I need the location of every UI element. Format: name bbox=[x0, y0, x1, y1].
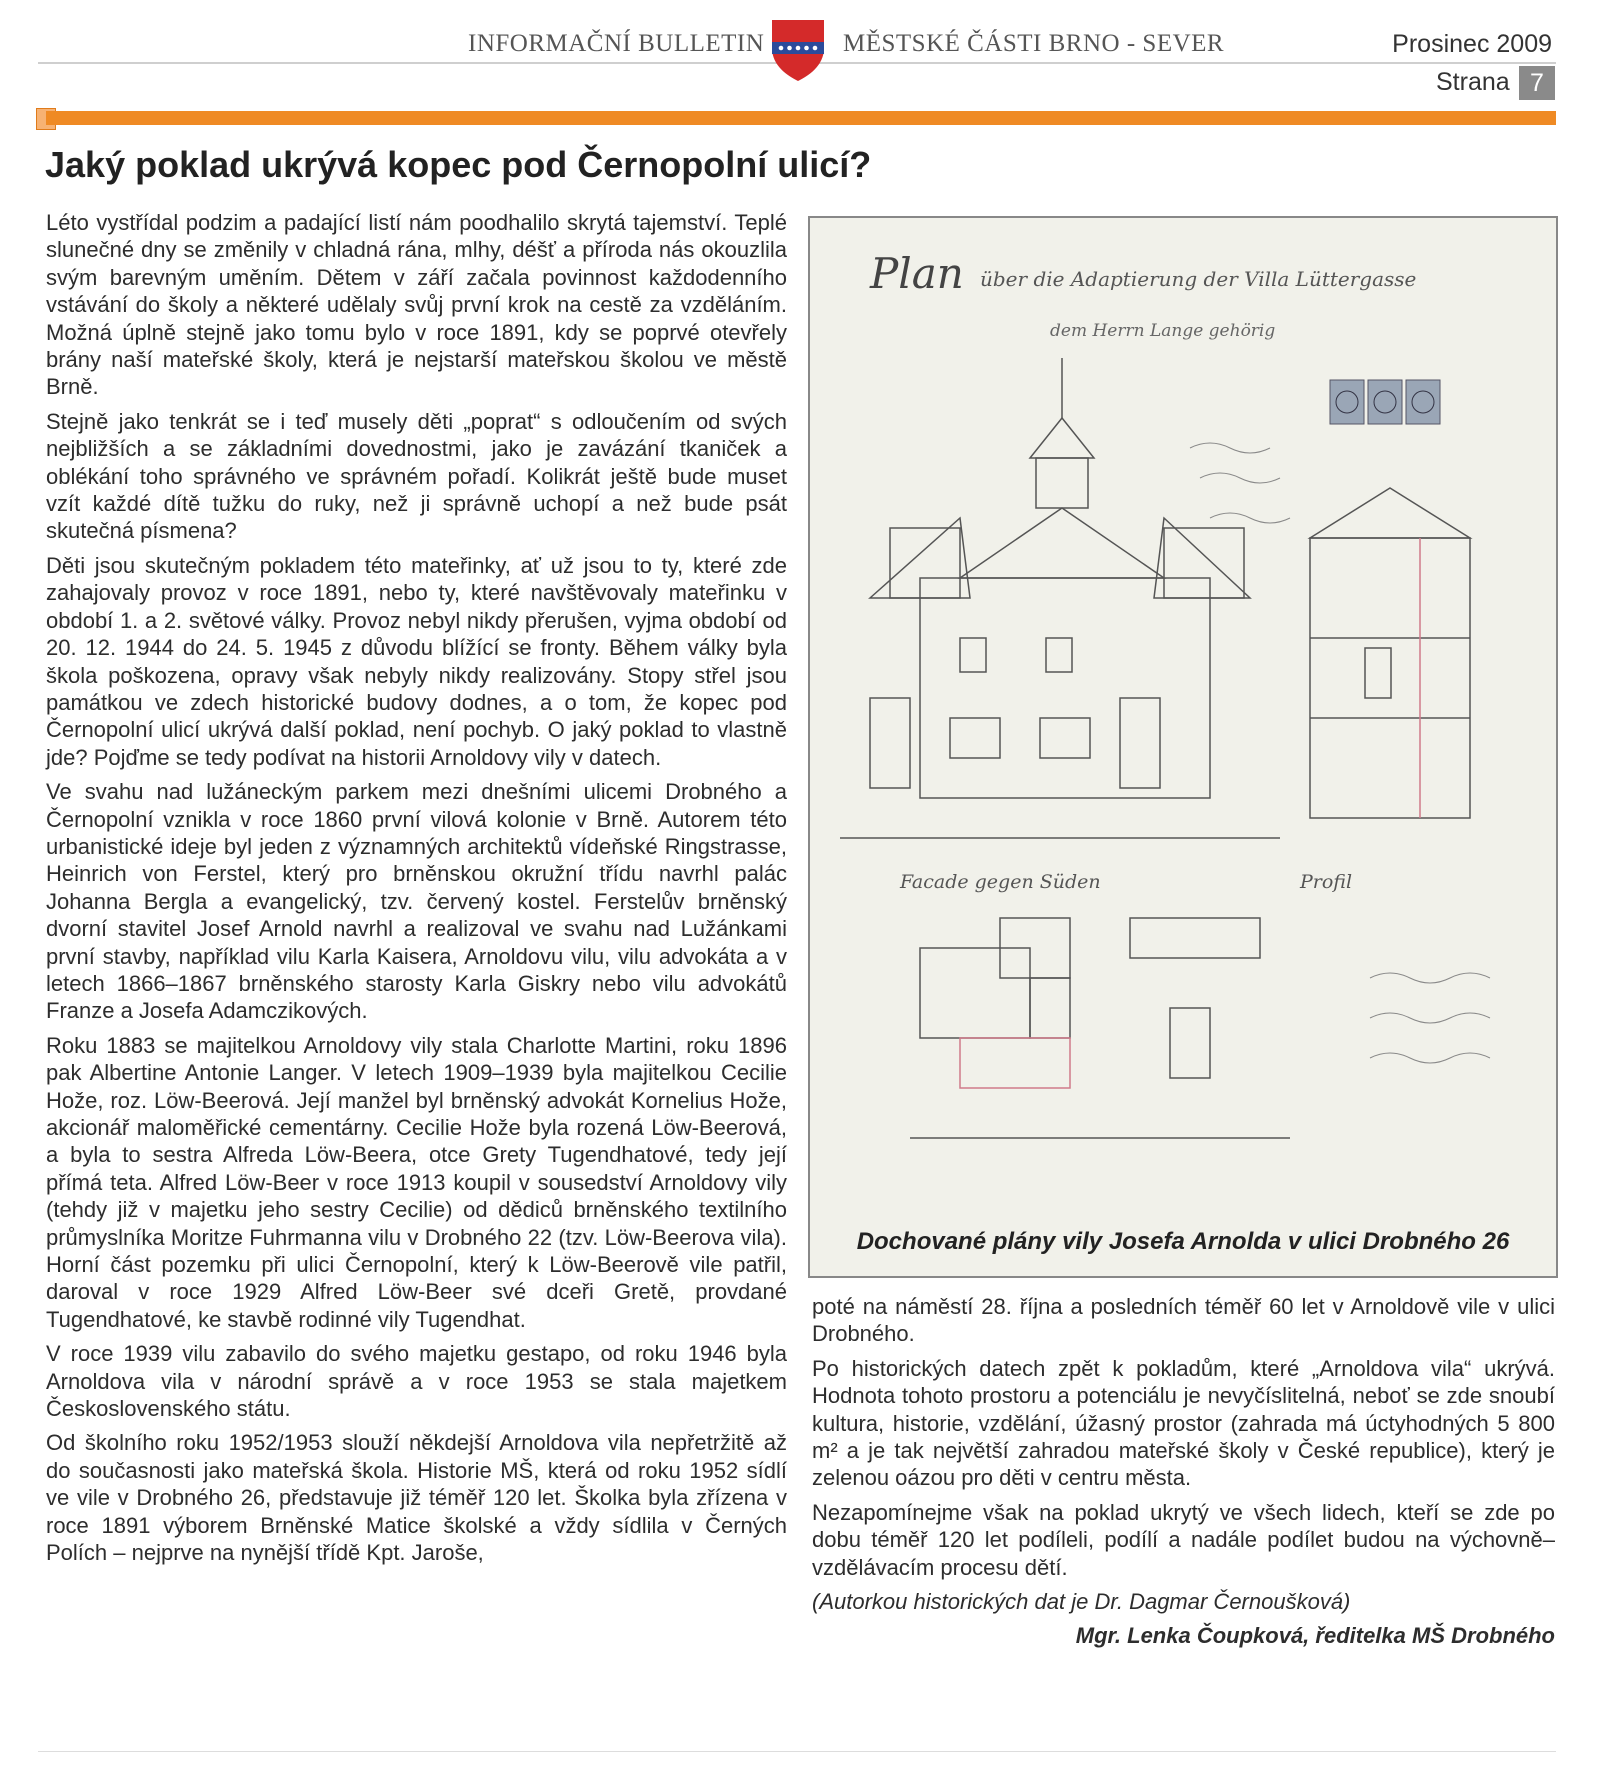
paragraph: Od školního roku 1952/1953 slouží někdejší Arnoldova vila nepřetržitě až do současnosti jako mateřská škola. Historie MŠ, která od roku 1952 sídlí ve vile v Drobného 26, představuje již téměř 120 let. Školka byla zřízena v roce 1891 výborem Brněnské Matice školské a vždy sídlila v Černých Polích – nejprve na nynější třídě Kpt. Jaroše, bbox=[46, 1430, 787, 1566]
data-credit: (Autorkou historických dat je Dr. Dagmar Černoušková) bbox=[812, 1589, 1351, 1615]
page-label: Strana bbox=[1436, 68, 1510, 96]
paragraph: Stejně jako tenkrát se i teď musely děti „poprat“ s odloučením od svých nejbližších a se základními dovednostmi, jako je zavázání tkaniček a oblékání toho správného ve správném pořadí. Kolikrát ještě bude muset vzít každé dítě tužku do ruky, než ji správně uchopí a než bude psát skutečná písmena? bbox=[46, 408, 787, 544]
plan-owner: dem Herrn Lange gehörig bbox=[1050, 321, 1276, 341]
villa-plan-drawing bbox=[810, 218, 1556, 1218]
villa-plan-figure bbox=[808, 216, 1558, 1278]
bulletin-title: INFORMAČNÍ BULLETIN bbox=[468, 30, 765, 57]
article-title: Jaký poklad ukrývá kopec pod Černopolní ulicí? bbox=[45, 144, 872, 185]
paragraph: Nezapomínejme však na poklad ukrytý ve všech lidech, kteří se zde po dobu téměř 120 let podíleli, podílí a nadále podílet budou na výchovně–vzdělávacím procesu dětí. bbox=[812, 1499, 1555, 1580]
paragraph: Ve svahu nad lužáneckým parkem mezi dnešními ulicemi Drobného a Černopolní vznikla v roce 1860 první vilová kolonie v Brně. Autorem této urbanistické ideje byl jeden z významných architektů vídeňské Ringstrasse, Heinrich von Ferstel, který pro brněnskou okružní třídu navrhl palác Johanna Bergla a evangelický, tzv. červený kostel. Ferstelův brněnský dvorní stavitel Josef Arnold navrhl a realizoval ve svahu nad Lužánkami první stavby, například vilu Karla Kaisera, Arnoldovu vilu, vilu advokáta a v letech 1866–1867 brněnského starosty Karla Giskry nebo vilu advokátů Franze a Josefa Adamczikových. bbox=[46, 779, 787, 1024]
author-signature: Mgr. Lenka Čoupková, ředitelka MŠ Drobného bbox=[1075, 1623, 1555, 1649]
paragraph: Roku 1883 se majitelkou Arnoldovy vily stala Charlotte Martini, roku 1896 pak Albertine Antonie Langer. V letech 1909–1939 byla majitelkou Cecilie Hože, roz. Löw-Beerová. Její manžel byl brněnský advokát Kornelius Hože, akcionář maloměřické cementárny. Cecilie Hože byla rozená Löw-Beerová, a byla to sestra Alfreda Löw-Beera, otce Grety Tugendhatové, tedy její přímá teta. Alfred Löw-Beer v roce 1913 koupil v sousedství Arnoldovy vily (tehdy již v majetku jeho sestry Cecilie) od dědiců brněnského textilního průmyslníka Moritze Fuhrmanna vilu v Drobného 22 (tzv. Löw-Beerova vila). Horní část pozemku při ulici Černopolní, který k Löw-Beerově vile patřil, daroval v roce 1929 Alfred Löw-Beer své dceři Gretě, provdané Tugendhatové, ke stavbě rodinné vily Tugendhat. bbox=[46, 1032, 787, 1332]
figure-caption: Dochované plány vily Josefa Arnolda v ulici Drobného 26 bbox=[856, 1228, 1510, 1255]
facade-label: Facade gegen Süden bbox=[900, 871, 1101, 893]
paragraph: Děti jsou skutečným pokladem této mateřinky, ať už jsou to ty, které zde zahajovaly provoz v roce 1891, nebo ty, které navštěvovaly mateřinku v období 1. a 2. světové války. Provoz nebyl nikdy přerušen, vyjma období od 20. 12. 1944 do 24. 5. 1945 z důvodu blížící se fronty. Během války byla škola poškozena, opravy však nebyly nikdy realizovány. Stopy střel jsou památkou ve zdech historické budovy dodnes, a o tom, že kopec pod Černopolní ulicí ukrývá další poklad, není pochyb. O jaký poklad to vlastně jde? Pojďme se tedy podívat na historii Arnoldovy vily v datech. bbox=[46, 552, 787, 770]
district-name: MĚSTSKÉ ČÁSTI BRNO - SEVER bbox=[843, 30, 1225, 57]
plan-subtitle: über die Adaptierung der Villa Lüttergasse bbox=[980, 267, 1417, 291]
paragraph: Po historických datech zpět k pokladům, které „Arnoldova vila“ ukrývá. Hodnota tohoto prostoru a potenciálu je nevyčíslitelná, neboť se zde snoubí kultura, historie, vzdělání, úžasný prostor (zahrada má úctyhodných 5 800 m² a je tak největší zahradou mateřské školy v České republice), který je zelenou oázou pro děti v centru města. bbox=[812, 1355, 1555, 1491]
orange-rule bbox=[46, 111, 1556, 125]
paragraph: poté na náměstí 28. října a posledních téměř 60 let v Arnoldově vile v ulici Drobného. bbox=[812, 1294, 1555, 1347]
profile-label: Profil bbox=[1300, 871, 1353, 893]
left-column bbox=[46, 209, 787, 1574]
right-column bbox=[812, 1293, 1555, 1657]
footer-rule bbox=[38, 1751, 1556, 1752]
page-number: 7 bbox=[1519, 66, 1555, 100]
paragraph: Léto vystřídal podzim a padající listí nám poodhalilo skrytá tajemství. Teplé slunečné dny se změnily v chladná rána, mlhy, déšť a příroda nás okouzlila svým barevným uměním. Dětem v září začala povinnost každodenního vstávání do školy a některé udělaly svůj první krok na cestě za vzděláním. Možná úplně stejně jako tomu bylo v roce 1891, kdy se poprvé otevřely brány naší mateřské školy, která je nejstarší mateřskou školou ve městě Brně. bbox=[46, 210, 787, 400]
brno-sever-crest-icon bbox=[768, 18, 828, 82]
paragraph: V roce 1939 vilu zabavilo do svého majetku gestapo, od roku 1946 byla Arnoldova vila v národní správě a v roce 1953 se stala majetkem Československého státu. bbox=[46, 1341, 787, 1422]
plan-title: Plan bbox=[870, 249, 964, 298]
issue-date: Prosinec 2009 bbox=[1392, 30, 1552, 58]
